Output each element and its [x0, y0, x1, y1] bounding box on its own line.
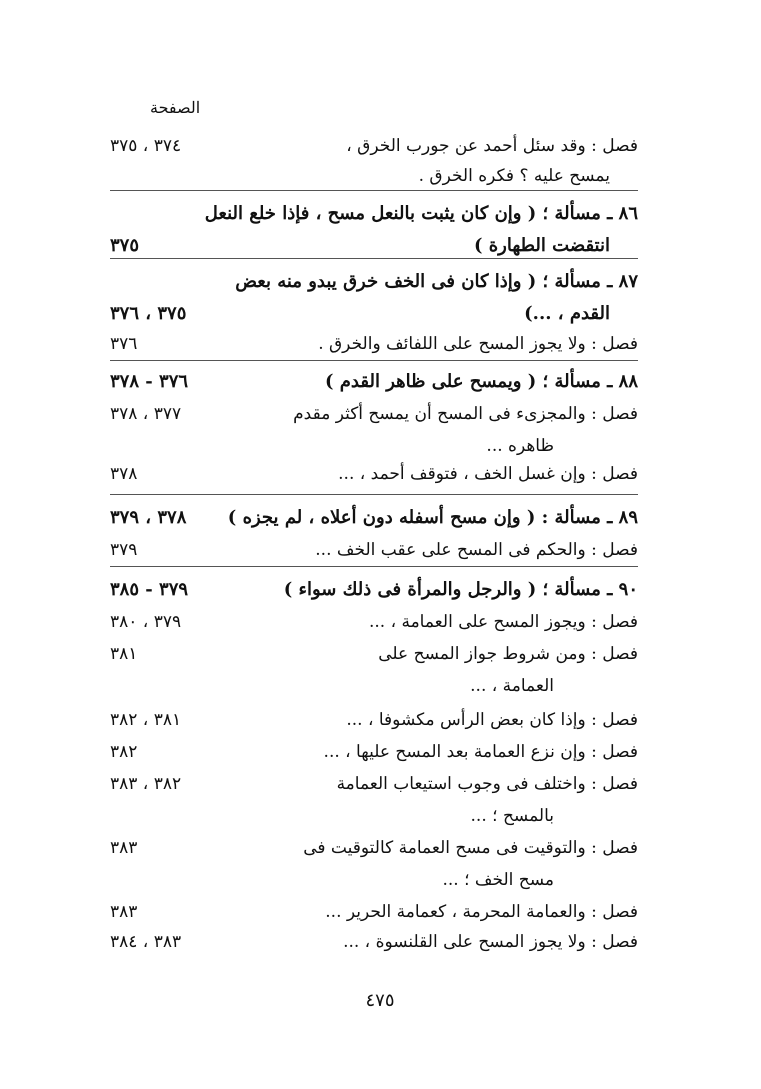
entry-text: فصل : والعمامة المحرمة ، كعمامة الحرير ...: [325, 902, 638, 922]
index-entry-masala: [110, 266, 638, 298]
entry-text: فصل : وإن نزع العمامة بعد المسح عليها ، ...: [323, 742, 638, 762]
section-divider: [110, 190, 638, 191]
entry-pages: ٣٨٢: [110, 742, 138, 762]
entry-pages: ٣٨٣ ، ٣٨٤: [110, 932, 182, 952]
entry-text: مسح الخف ؛ ...: [442, 870, 554, 890]
entry-pages: ٣٧٩: [110, 540, 138, 560]
index-entry-fasl: [110, 458, 638, 490]
entry-pages: ٣٨٣: [110, 838, 138, 858]
page-number: ٤٧٥: [365, 990, 395, 1011]
entry-text: بالمسح ؛ ...: [470, 806, 554, 826]
index-entry-masala: [110, 574, 638, 606]
index-entry-fasl: [110, 704, 638, 736]
index-entry-masala: [110, 298, 638, 330]
entry-pages: ٣٨٢ ، ٣٨٣: [110, 774, 182, 794]
index-entry-fasl: [110, 896, 638, 928]
entry-pages: ٣٧٦: [110, 334, 138, 354]
index-entry-fasl: [110, 926, 638, 958]
entry-text: فصل : ولا يجوز المسح على اللفائف والخرق .: [318, 334, 638, 354]
entry-pages: ٣٨١: [110, 644, 138, 664]
entry-text: فصل : ويجوز المسح على العمامة ، ...: [368, 612, 638, 632]
index-entry-masala: [110, 198, 638, 230]
index-entry-fasl: [110, 800, 638, 832]
index-entry-fasl: [110, 398, 638, 430]
entry-text: العمامة ، ...: [470, 676, 554, 696]
entry-text: فصل : والمجزىء فى المسح أن يمسح أكثر مقدم: [293, 404, 638, 424]
index-entry-fasl: [110, 534, 638, 566]
entry-text: ظاهره ...: [486, 436, 554, 456]
index-entry-fasl: [110, 670, 638, 702]
entry-text: يمسح عليه ؟ فكره الخرق .: [418, 166, 610, 186]
entry-pages: ٣٨١ ، ٣٨٢: [110, 710, 182, 730]
entry-text: فصل : وإذا كان بعض الرأس مكشوفا ، ...: [346, 710, 638, 730]
section-divider: [110, 566, 638, 567]
entry-text: فصل : وقد سئل أحمد عن جورب الخرق ،: [346, 136, 638, 156]
entry-text: ٨٧ ـ مسألة ؛ ( وإذا كان فى الخف خرق يبدو منه بعض: [235, 271, 638, 292]
entry-pages: ٣٧٦ - ٣٧٨: [110, 371, 189, 392]
entry-pages: ٣٧٥ ، ٣٧٦: [110, 303, 187, 324]
entry-pages: ٣٧٨: [110, 464, 138, 484]
index-entry-fasl: [110, 638, 638, 670]
entry-pages: ٣٧٩ - ٣٨٥: [110, 579, 189, 600]
entry-pages: ٣٨٣: [110, 902, 138, 922]
index-entry-masala: [110, 502, 638, 534]
entry-text: فصل : والتوقيت فى مسح العمامة كالتوقيت فى: [303, 838, 638, 858]
entry-text: فصل : واختلف فى وجوب استيعاب العمامة: [336, 774, 638, 794]
entry-text: انتقضت الطهارة ): [473, 235, 610, 256]
index-entry-fasl: [110, 130, 638, 162]
entry-pages: ٣٧٨ ، ٣٧٩: [110, 507, 187, 528]
index-entry-fasl: [110, 864, 638, 896]
index-entry-fasl: [110, 328, 638, 360]
entry-text: القدم ، ...): [524, 303, 610, 324]
entry-text: فصل : والحكم فى المسح على عقب الخف ...: [315, 540, 638, 560]
page-column-header: الصفحة: [150, 98, 201, 117]
index-entry-masala: [110, 366, 638, 398]
section-divider: [110, 494, 638, 495]
entry-text: فصل : وإن غسل الخف ، فتوقف أحمد ، ...: [338, 464, 638, 484]
index-entry-fasl: [110, 768, 638, 800]
index-entry-fasl: [110, 606, 638, 638]
index-entry-fasl: [110, 736, 638, 768]
index-entry-fasl: [110, 160, 638, 192]
section-divider: [110, 360, 638, 361]
entry-pages: ٣٧٧ ، ٣٧٨: [110, 404, 182, 424]
entry-text: فصل : ولا يجوز المسح على القلنسوة ، ...: [343, 932, 638, 952]
entry-pages: ٣٧٥: [110, 235, 140, 256]
entry-text: فصل : ومن شروط جواز المسح على: [378, 644, 638, 664]
entry-text: ٨٨ ـ مسألة ؛ ( ويمسح على ظاهر القدم ): [325, 371, 638, 392]
section-divider: [110, 258, 638, 259]
entry-pages: ٣٧٩ ، ٣٨٠: [110, 612, 182, 632]
entry-text: ٨٩ ـ مسألة : ( وإن مسح أسفله دون أعلاه ، لم يجزه ): [227, 507, 638, 528]
entry-text: ٩٠ ـ مسألة ؛ ( والرجل والمرأة فى ذلك سواء ): [283, 579, 638, 600]
index-entry-fasl: [110, 832, 638, 864]
entry-pages: ٣٧٤ ، ٣٧٥: [110, 136, 182, 156]
entry-text: ٨٦ ـ مسألة ؛ ( وإن كان يثبت بالنعل مسح ، فإذا خلع النعل: [204, 203, 638, 224]
